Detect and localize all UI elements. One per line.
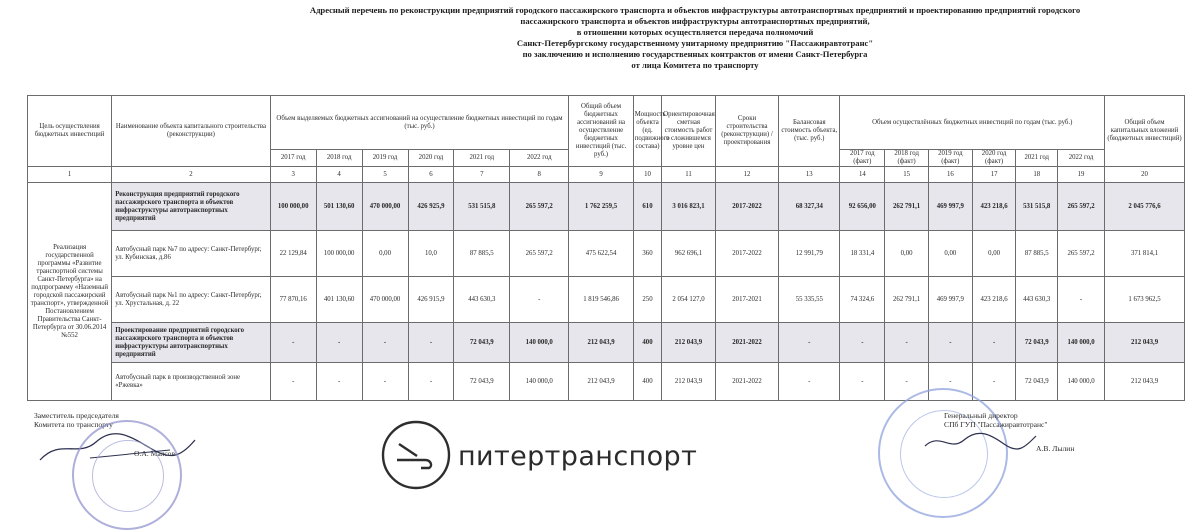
title-line: от лица Комитета по транспорту bbox=[631, 60, 759, 70]
title-line: по заключению и исполнению государственных контрактов от имени Санкт-Петербурга bbox=[522, 49, 868, 59]
allocated-value-cell: 470 000,00 bbox=[362, 183, 408, 231]
actual-value-cell: 531 515,8 bbox=[1016, 183, 1058, 231]
book-value-cell: - bbox=[779, 323, 840, 363]
estimated-cost-cell: 212 043,9 bbox=[662, 323, 716, 363]
piter-transport-logo-icon bbox=[381, 420, 451, 490]
column-number: 20 bbox=[1105, 167, 1185, 183]
header-fact-year: 2021 год bbox=[1016, 150, 1058, 167]
header-year: 2022 год bbox=[510, 150, 569, 167]
allocated-value-cell: 22 129,84 bbox=[270, 231, 316, 277]
header-fact-year: 2022 год bbox=[1058, 150, 1105, 167]
right-signature-block bbox=[944, 411, 1048, 429]
allocated-value-cell: 443 630,3 bbox=[454, 277, 510, 323]
allocated-value-cell: 87 885,5 bbox=[454, 231, 510, 277]
column-number: 17 bbox=[972, 167, 1016, 183]
header-purpose: Цель осуществления бюджетных инвестиций bbox=[28, 96, 112, 167]
left-signer-name: О.А. Маясов bbox=[134, 449, 176, 458]
allocated-value-cell: - bbox=[316, 363, 362, 401]
header-year: 2020 год bbox=[408, 150, 454, 167]
capacity-cell: 360 bbox=[633, 231, 661, 277]
header-fact-year: 2020 год (факт) bbox=[972, 150, 1016, 167]
column-number: 8 bbox=[510, 167, 569, 183]
actual-value-cell: 74 324,6 bbox=[840, 277, 885, 323]
allocated-value-cell: 470 000,00 bbox=[362, 277, 408, 323]
actual-value-cell: - bbox=[1058, 277, 1105, 323]
table-row bbox=[28, 231, 1185, 277]
allocated-value-cell: - bbox=[510, 277, 569, 323]
terms-cell: 2021-2022 bbox=[715, 323, 778, 363]
actual-value-cell: - bbox=[972, 363, 1016, 401]
object-name-cell: Автобусный парк №7 по адресу: Санкт-Петербург, ул. Кубинская, д.86 bbox=[112, 231, 271, 277]
allocated-value-cell: 265 597,2 bbox=[510, 183, 569, 231]
header-total-allocated: Общий объем бюджетных ассигнований на осуществление бюджетных инвестиций (тыс. руб.) bbox=[569, 96, 634, 167]
column-number: 5 bbox=[362, 167, 408, 183]
actual-value-cell: 262 791,1 bbox=[885, 277, 929, 323]
column-number: 3 bbox=[270, 167, 316, 183]
right-handwritten-signature bbox=[920, 428, 1040, 456]
header-allocated-group: Объем выделяемых бюджетных ассигнований на осуществление бюджетных инвестиций по годам (тыс. руб.) bbox=[270, 96, 569, 150]
allocated-value-cell: 401 130,60 bbox=[316, 277, 362, 323]
title-line: пассажирского транспорта и объектов инфраструктуры автотранспортных предприятий, bbox=[520, 16, 870, 26]
allocated-value-cell: 501 130,60 bbox=[316, 183, 362, 231]
column-number: 11 bbox=[662, 167, 716, 183]
book-value-cell: 68 327,34 bbox=[779, 183, 840, 231]
terms-cell: 2017-2022 bbox=[715, 231, 778, 277]
allocated-value-cell: - bbox=[362, 323, 408, 363]
actual-value-cell: - bbox=[928, 323, 972, 363]
column-number: 14 bbox=[840, 167, 885, 183]
terms-cell: 2017-2022 bbox=[715, 183, 778, 231]
title-line: в отношении которых осуществляется передача полномочий bbox=[576, 27, 814, 37]
actual-value-cell: 72 043,9 bbox=[1016, 363, 1058, 401]
header-year: 2021 год bbox=[454, 150, 510, 167]
left-signer-title: Заместитель председателя bbox=[34, 411, 119, 420]
allocated-value-cell: 100 000,00 bbox=[316, 231, 362, 277]
actual-value-cell: 0,00 bbox=[928, 231, 972, 277]
allocated-value-cell: - bbox=[362, 363, 408, 401]
actual-value-cell: 87 885,5 bbox=[1016, 231, 1058, 277]
table-row bbox=[28, 363, 1185, 401]
column-number: 10 bbox=[633, 167, 661, 183]
table-row bbox=[28, 323, 1185, 363]
right-signer-name: А.В. Лылин bbox=[1036, 444, 1075, 453]
investment-table bbox=[27, 95, 1185, 401]
actual-value-cell: 0,00 bbox=[885, 231, 929, 277]
header-terms: Сроки строительства (реконструкции) / проектирования bbox=[715, 96, 778, 167]
left-official-seal bbox=[72, 420, 182, 530]
allocated-value-cell: 426 925,9 bbox=[408, 183, 454, 231]
actual-value-cell: - bbox=[840, 363, 885, 401]
table-row bbox=[28, 277, 1185, 323]
header-total-capital: Общий объем капитальных вложений (бюджетных инвестиций) bbox=[1105, 96, 1185, 167]
actual-value-cell: 265 597,2 bbox=[1058, 183, 1105, 231]
header-actual-group: Объем осуществлённых бюджетных инвестиций по годам (тыс. руб.) bbox=[840, 96, 1105, 150]
actual-value-cell: 469 997,9 bbox=[928, 183, 972, 231]
actual-value-cell: 469 997,9 bbox=[928, 277, 972, 323]
object-name-cell: Автобусный парк №1 по адресу: Санкт-Петербург, ул. Хрустальная, д. 22 bbox=[112, 277, 271, 323]
capacity-cell: 610 bbox=[633, 183, 661, 231]
actual-value-cell: 265 597,2 bbox=[1058, 231, 1105, 277]
capacity-cell: 250 bbox=[633, 277, 661, 323]
table-row bbox=[28, 183, 1185, 231]
header-year: 2019 год bbox=[362, 150, 408, 167]
allocated-value-cell: - bbox=[408, 363, 454, 401]
allocated-value-cell: 140 000,0 bbox=[510, 323, 569, 363]
terms-cell: 2017-2021 bbox=[715, 277, 778, 323]
column-number: 13 bbox=[779, 167, 840, 183]
allocated-value-cell: - bbox=[270, 363, 316, 401]
actual-value-cell: - bbox=[840, 323, 885, 363]
total-capital-cell: 212 043,9 bbox=[1105, 363, 1185, 401]
allocated-value-cell: 426 915,9 bbox=[408, 277, 454, 323]
object-name-cell: Проектирование предприятий городского пассажирского транспорта и объектов инфраструктуры автотранспортных предприятий bbox=[112, 323, 271, 363]
header-book-value: Балансовая стоимость объекта, (тыс. руб.) bbox=[779, 96, 840, 167]
total-capital-cell: 2 045 776,6 bbox=[1105, 183, 1185, 231]
allocated-value-cell: 265 597,2 bbox=[510, 231, 569, 277]
allocated-value-cell: - bbox=[316, 323, 362, 363]
terms-cell: 2021-2022 bbox=[715, 363, 778, 401]
allocated-value-cell: - bbox=[270, 323, 316, 363]
left-signer-title: Комитета по транспорту bbox=[34, 420, 113, 429]
header-estimated-cost: Ориентировочная сметная стоимость работ в сложившемся уровне цен bbox=[662, 96, 716, 167]
allocated-value-cell: 100 000,00 bbox=[270, 183, 316, 231]
estimated-cost-cell: 212 043,9 bbox=[662, 363, 716, 401]
estimated-cost-cell: 962 696,1 bbox=[662, 231, 716, 277]
actual-value-cell: 140 000,0 bbox=[1058, 323, 1105, 363]
allocated-value-cell: 140 000,0 bbox=[510, 363, 569, 401]
estimated-cost-cell: 2 054 127,0 bbox=[662, 277, 716, 323]
header-year: 2017 год bbox=[270, 150, 316, 167]
capacity-cell: 400 bbox=[633, 363, 661, 401]
object-name-cell: Автобусный парк в производственной зоне «Ржевка» bbox=[112, 363, 271, 401]
header-fact-year: 2017 год (факт) bbox=[840, 150, 885, 167]
column-number-row bbox=[28, 167, 1185, 183]
actual-value-cell: - bbox=[885, 323, 929, 363]
document-title bbox=[230, 5, 1160, 71]
column-number: 12 bbox=[715, 167, 778, 183]
actual-value-cell: 72 043,9 bbox=[1016, 323, 1058, 363]
header-name: Наименование объекта капитального строительства (реконструкции) bbox=[112, 96, 271, 167]
right-signer-title: СПб ГУП "Пассажиравтотранс" bbox=[944, 420, 1048, 429]
total-allocated-cell: 1 762 259,5 bbox=[569, 183, 634, 231]
allocated-value-cell: - bbox=[408, 323, 454, 363]
title-line: Адресный перечень по реконструкции предприятий городского пассажирского транспорта и объектов инфраструктуры автотранспортных предприятий и проектированию предприятий городского bbox=[309, 5, 1081, 15]
capacity-cell: 400 bbox=[633, 323, 661, 363]
total-allocated-cell: 475 622,54 bbox=[569, 231, 634, 277]
actual-value-cell: - bbox=[885, 363, 929, 401]
allocated-value-cell: 0,00 bbox=[362, 231, 408, 277]
column-number: 19 bbox=[1058, 167, 1105, 183]
column-number: 16 bbox=[928, 167, 972, 183]
estimated-cost-cell: 3 016 823,1 bbox=[662, 183, 716, 231]
column-number: 2 bbox=[112, 167, 271, 183]
actual-value-cell: 18 331,4 bbox=[840, 231, 885, 277]
header-capacity: Мощность объекта (ед. подвижного состава) bbox=[633, 96, 661, 167]
actual-value-cell: - bbox=[972, 323, 1016, 363]
allocated-value-cell: 77 870,16 bbox=[270, 277, 316, 323]
logo-text: питертранспорт bbox=[458, 441, 698, 472]
column-number: 1 bbox=[28, 167, 112, 183]
total-capital-cell: 371 814,1 bbox=[1105, 231, 1185, 277]
column-number: 9 bbox=[569, 167, 634, 183]
total-allocated-cell: 212 043,9 bbox=[569, 323, 634, 363]
allocated-value-cell: 10,0 bbox=[408, 231, 454, 277]
total-allocated-cell: 212 043,9 bbox=[569, 363, 634, 401]
allocated-value-cell: 72 043,9 bbox=[454, 323, 510, 363]
header-year: 2018 год bbox=[316, 150, 362, 167]
title-line: Санкт-Петербургскому государственному унитарному предприятию "Пассажиравтотранс" bbox=[516, 38, 874, 48]
column-number: 4 bbox=[316, 167, 362, 183]
total-capital-cell: 212 043,9 bbox=[1105, 323, 1185, 363]
column-number: 15 bbox=[885, 167, 929, 183]
book-value-cell: 55 335,55 bbox=[779, 277, 840, 323]
book-value-cell: - bbox=[779, 363, 840, 401]
actual-value-cell: 423 218,6 bbox=[972, 183, 1016, 231]
actual-value-cell: 443 630,3 bbox=[1016, 277, 1058, 323]
purpose-cell: Реализация государственной программы «Развитие транспортной системы Санкт-Петербурга» на подпрограмму «Наземный городской пассажирский транспорт», утвержденной Постановлением Правительства Санкт-Петербурга от 30.06.2014 №552 bbox=[28, 183, 112, 401]
actual-value-cell: - bbox=[928, 363, 972, 401]
actual-value-cell: 140 000,0 bbox=[1058, 363, 1105, 401]
object-name-cell: Реконструкция предприятий городского пассажирского транспорта и объектов инфраструктуры автотранспортных предприятий bbox=[112, 183, 271, 231]
header-fact-year: 2019 год (факт) bbox=[928, 150, 972, 167]
actual-value-cell: 0,00 bbox=[972, 231, 1016, 277]
header-fact-year: 2018 год (факт) bbox=[885, 150, 929, 167]
book-value-cell: 12 991,79 bbox=[779, 231, 840, 277]
column-number: 6 bbox=[408, 167, 454, 183]
total-allocated-cell: 1 819 546,86 bbox=[569, 277, 634, 323]
actual-value-cell: 423 218,6 bbox=[972, 277, 1016, 323]
total-capital-cell: 1 673 962,5 bbox=[1105, 277, 1185, 323]
column-number: 18 bbox=[1016, 167, 1058, 183]
actual-value-cell: 92 656,00 bbox=[840, 183, 885, 231]
actual-value-cell: 262 791,1 bbox=[885, 183, 929, 231]
allocated-value-cell: 531 515,8 bbox=[454, 183, 510, 231]
allocated-value-cell: 72 043,9 bbox=[454, 363, 510, 401]
right-signer-title: Генеральный директор bbox=[944, 411, 1018, 420]
column-number: 7 bbox=[454, 167, 510, 183]
